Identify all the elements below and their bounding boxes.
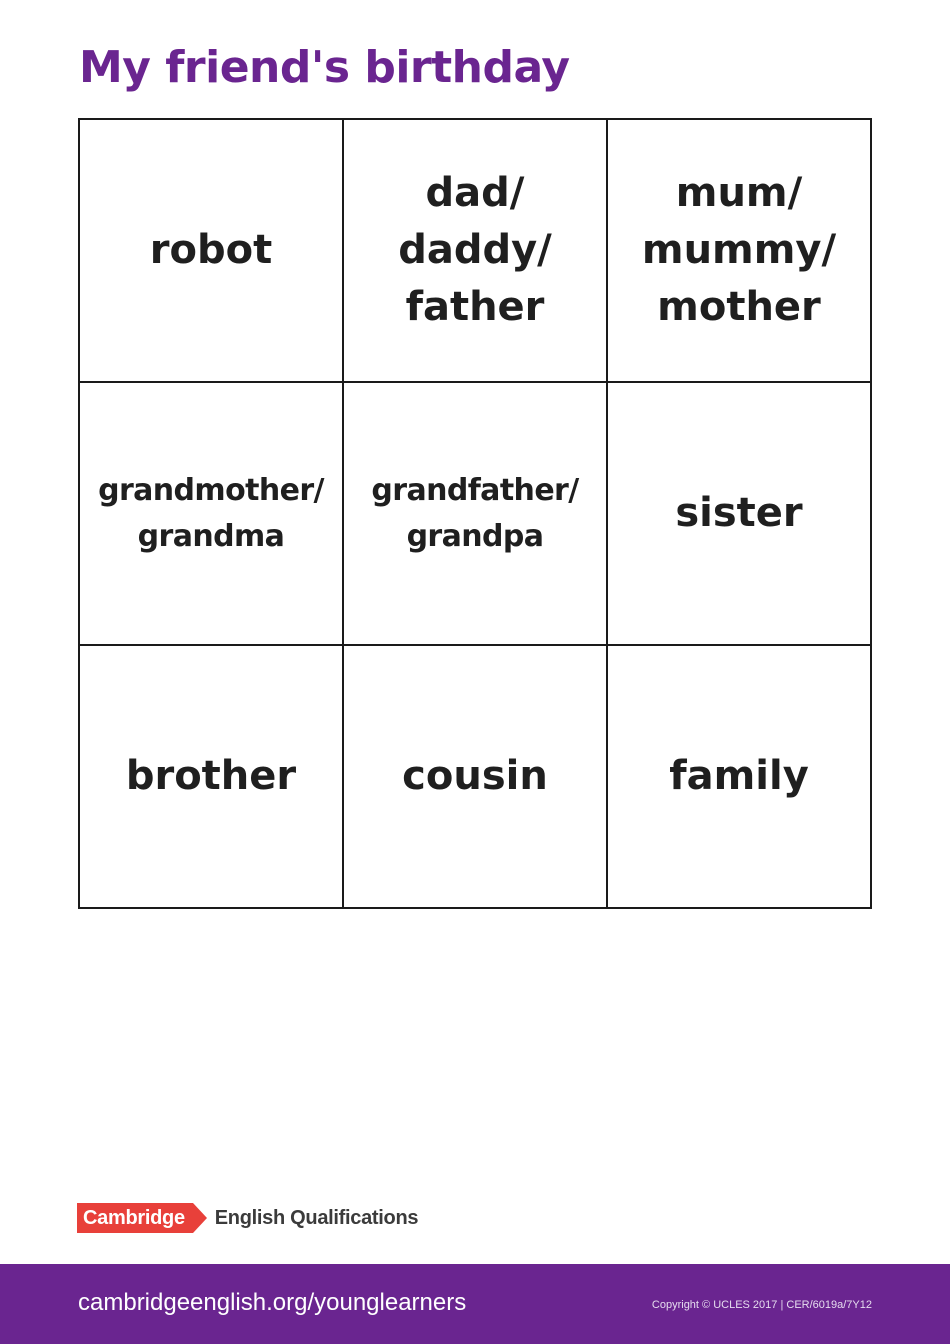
word-card-text: grandfather/ grandpa bbox=[371, 472, 579, 554]
word-card bbox=[80, 646, 344, 909]
word-card bbox=[608, 383, 872, 646]
footer-band bbox=[0, 1264, 950, 1344]
word-card-text: dad/ daddy/ father bbox=[398, 170, 552, 330]
word-card bbox=[344, 646, 608, 909]
word-card-text: mum/ mummy/ mother bbox=[641, 170, 837, 330]
logo-flag: Cambridge bbox=[77, 1203, 193, 1233]
word-card bbox=[344, 383, 608, 646]
word-card bbox=[80, 120, 344, 383]
word-card-text: brother bbox=[125, 753, 297, 799]
logo-text: English Qualifications bbox=[214, 1206, 419, 1229]
word-card-text: cousin bbox=[402, 753, 548, 799]
word-card-text: family bbox=[669, 753, 809, 799]
word-card-text: sister bbox=[675, 490, 803, 536]
word-card-grid bbox=[78, 118, 872, 909]
word-card bbox=[608, 646, 872, 909]
page-title: My friend's birthday bbox=[79, 42, 570, 93]
word-card-text: robot bbox=[149, 227, 273, 273]
footer-copyright: Copyright © UCLES 2017 | CER/6019a/7Y12 bbox=[651, 1299, 872, 1311]
word-card bbox=[80, 383, 344, 646]
cambridge-logo bbox=[77, 1203, 418, 1233]
word-card-text: grandmother/ grandma bbox=[98, 472, 324, 554]
word-card bbox=[608, 120, 872, 383]
word-card bbox=[344, 120, 608, 383]
footer-url-link[interactable]: cambridgeenglish.org/younglearners bbox=[78, 1289, 467, 1316]
